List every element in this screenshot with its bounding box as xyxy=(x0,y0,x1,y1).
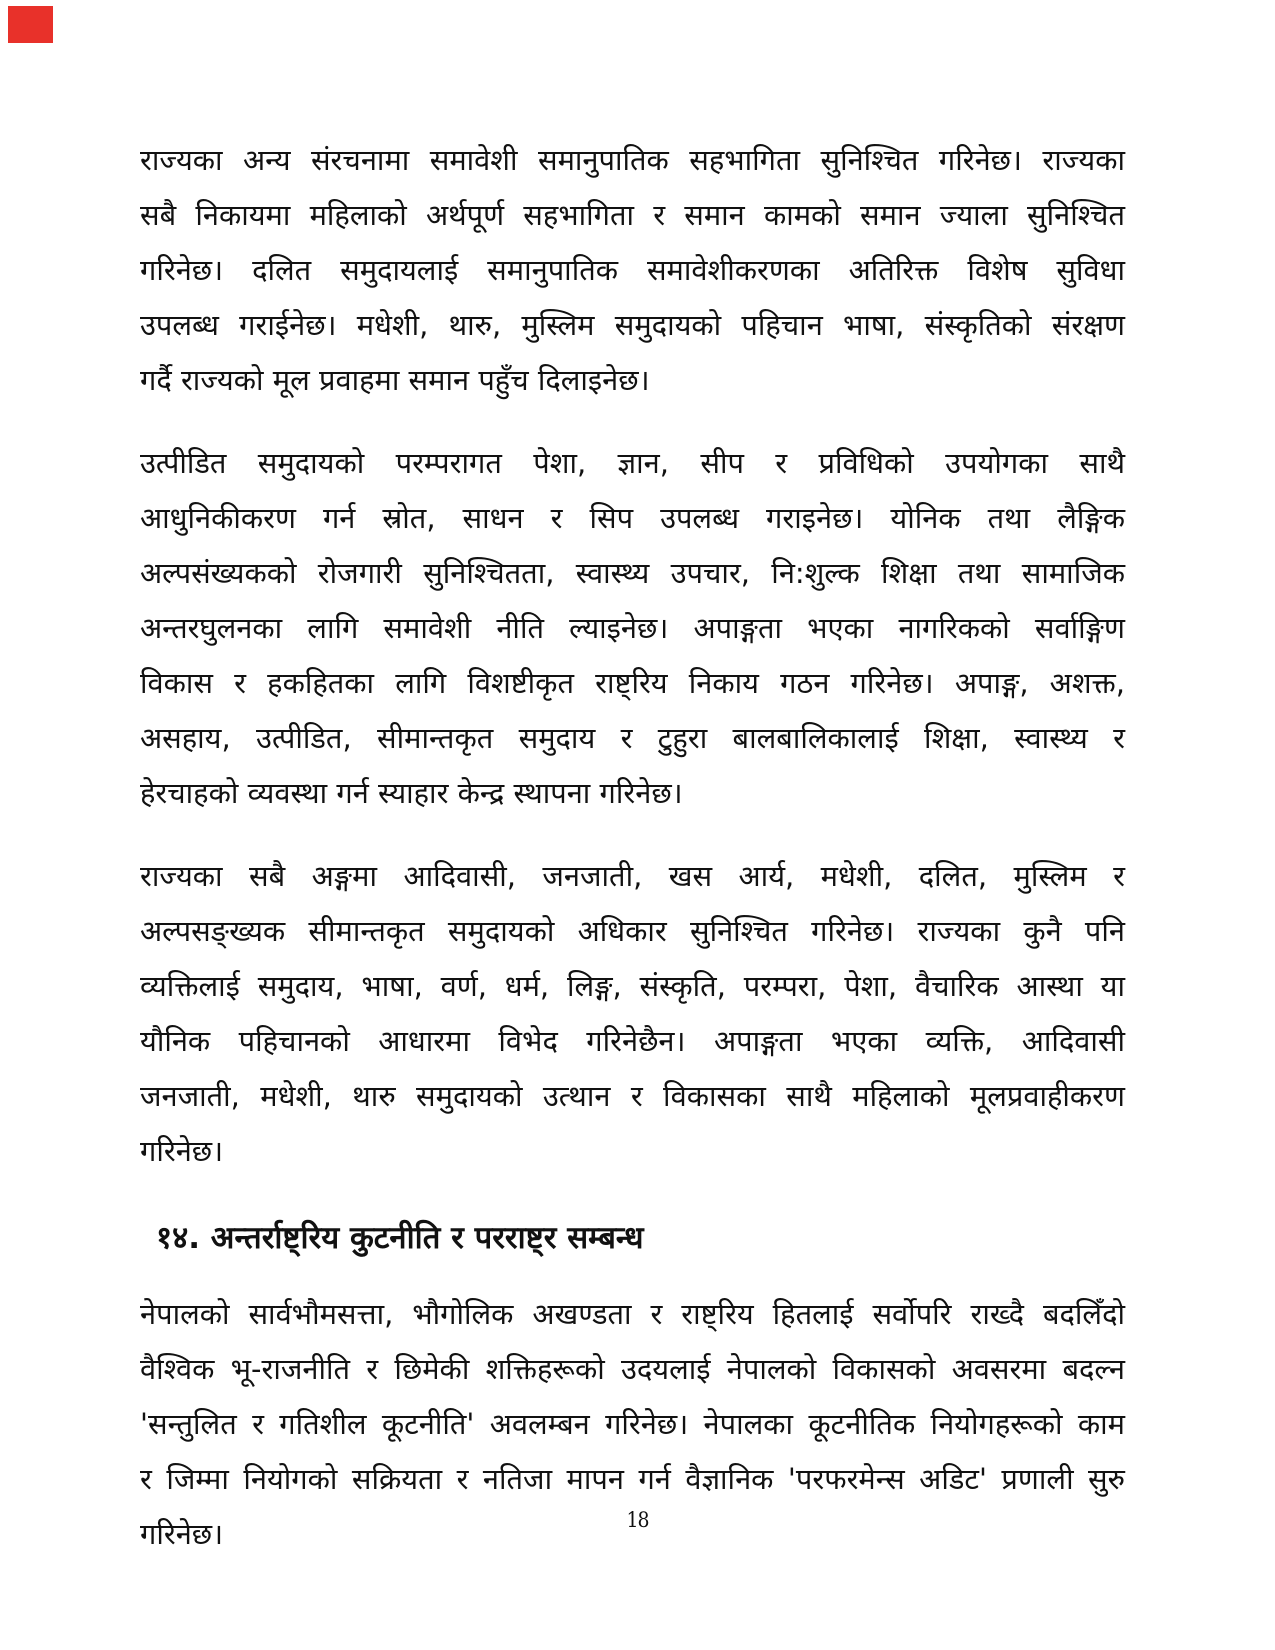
text-line: उपलब्ध गराईनेछ। मधेशी, थारु, मुस्लिम समुदायको पहिचान भाषा, संस्कृतिको संरक्षण xyxy=(140,308,1126,342)
red-corner-mark xyxy=(8,6,53,43)
paragraph xyxy=(140,849,1125,1179)
text-line: राज्यका सबै अङ्गमा आदिवासी, जनजाती, खस आर्य, मधेशी, दलित, मुस्लिम र xyxy=(140,859,1125,893)
text-line: अन्तरघुलनका लागि समावेशी नीति ल्याइनेछ। अपाङ्गता भएका नागरिकको सर्वाङ्गिण xyxy=(140,611,1125,645)
section-heading: १४. अन्तर्राष्ट्रिय कुटनीति र परराष्ट्र सम्बन्ध xyxy=(156,1220,644,1256)
text-line: गरिनेछ। xyxy=(140,1134,224,1168)
text-line: वैश्विक भू-राजनीति र छिमेकी शक्तिहरूको उदयलाई नेपालको विकासको अवसरमा बदल्न xyxy=(140,1352,1125,1386)
text-line: नेपालको सार्वभौमसत्ता, भौगोलिक अखण्डता र राष्ट्रिय हितलाई सर्वोपरि राख्दै बदलिँदो xyxy=(140,1297,1125,1331)
text-line: हेरचाहको व्यवस्था गर्न स्याहार केन्द्र स्थापना गरिनेछ। xyxy=(140,776,683,810)
text-line: अल्पसंख्यकको रोजगारी सुनिश्चितता, स्वास्थ्य उपचार, नि:शुल्क शिक्षा तथा सामाजिक xyxy=(140,556,1125,590)
text-line: राज्यका अन्य संरचनामा समावेशी समानुपातिक सहभागिता सुनिश्चित गरिनेछ। राज्यका xyxy=(140,143,1125,177)
text-line: विकास र हकहितका लागि विशष्टीकृत राष्ट्रिय निकाय गठन गरिनेछ। अपाङ्ग, अशक्त, xyxy=(140,666,1125,700)
text-line: गरिनेछ। xyxy=(140,1517,224,1551)
text-line: उत्पीडित समुदायको परम्परागत पेशा, ज्ञान, सीप र प्रविधिको उपयोगका साथै xyxy=(140,446,1125,480)
paragraph xyxy=(140,436,1125,821)
text-line: गर्दै राज्यको मूल प्रवाहमा समान पहुँच दिलाइनेछ। xyxy=(140,363,650,397)
text-line: र जिम्मा नियोगको सक्रियता र नतिजा मापन गर्न वैज्ञानिक 'परफरमेन्स अडिट' प्रणाली सुरु xyxy=(140,1462,1125,1496)
text-line: 'सन्तुलित र गतिशील कूटनीति' अवलम्बन गरिनेछ। नेपालका कूटनीतिक नियोगहरूको काम xyxy=(140,1407,1125,1441)
text-line: यौनिक पहिचानको आधारमा विभेद गरिनेछैन। अपाङ्गता भएका व्यक्ति, आदिवासी xyxy=(140,1024,1125,1058)
document-body xyxy=(140,133,1125,1590)
text-line: व्यक्तिलाई समुदाय, भाषा, वर्ण, धर्म, लिङ्ग, संस्कृति, परम्परा, पेशा, वैचारिक आस्था या xyxy=(140,969,1125,1003)
text-line: असहाय, उत्पीडित, सीमान्तकृत समुदाय र टुहुरा बालबालिकालाई शिक्षा, स्वास्थ्य र xyxy=(140,721,1125,755)
paragraph xyxy=(140,133,1125,408)
page-number: 18 xyxy=(626,1508,649,1532)
text-line: अल्पसङ्ख्यक सीमान्तकृत समुदायको अधिकार सुनिश्चित गरिनेछ। राज्यका कुनै पनि xyxy=(140,914,1125,948)
text-line: सबै निकायमा महिलाको अर्थपूर्ण सहभागिता र समान कामको समान ज्याला सुनिश्चित xyxy=(140,198,1125,232)
text-line: गरिनेछ। दलित समुदायलाई समानुपातिक समावेशीकरणका अतिरिक्त विशेष सुविधा xyxy=(140,253,1125,287)
text-line: जनजाती, मधेशी, थारु समुदायको उत्थान र विकासका साथै महिलाको मूलप्रवाहीकरण xyxy=(140,1079,1125,1113)
text-line: आधुनिकीकरण गर्न स्रोत, साधन र सिप उपलब्ध गराइनेछ। योनिक तथा लैङ्गिक xyxy=(140,501,1125,535)
